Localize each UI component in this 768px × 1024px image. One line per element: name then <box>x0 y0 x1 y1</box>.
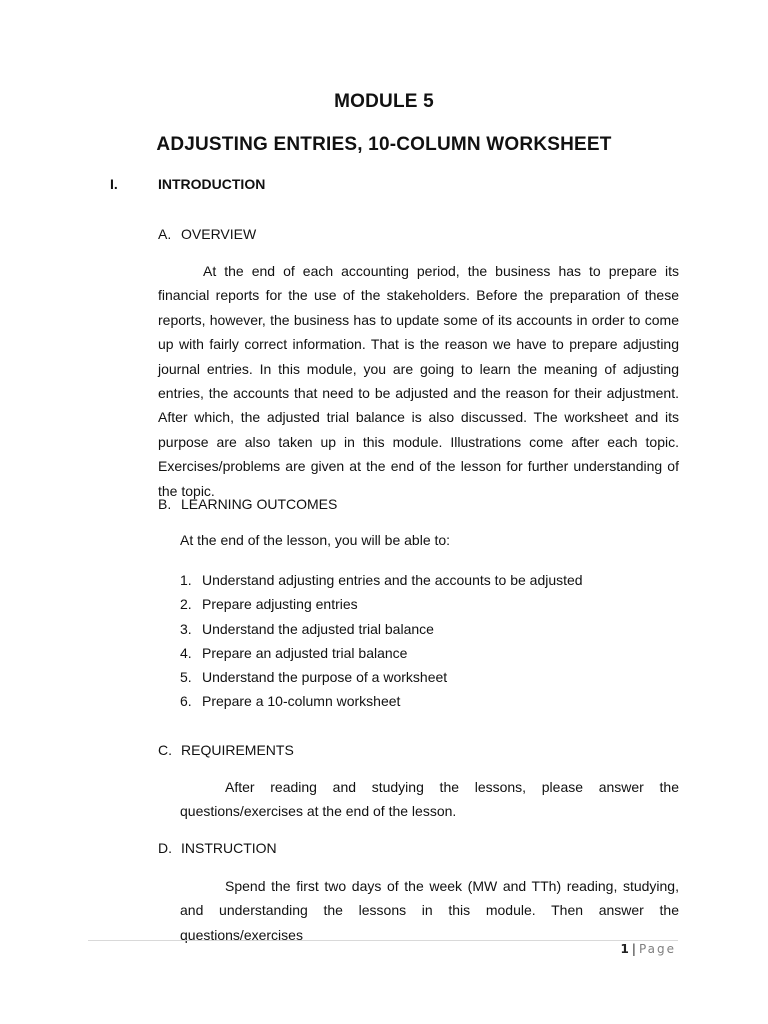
instruction-text: Spend the first two days of the week (MW and TTh) reading, studying, and understanding the lessons in this module. Then answer the questions/exercises <box>180 878 679 943</box>
overview-letter: A. <box>158 226 172 242</box>
page-number-label <box>621 942 676 956</box>
overview-paragraph <box>158 259 679 503</box>
requirements-heading <box>158 742 294 758</box>
instruction-heading <box>158 840 277 856</box>
page-word: Page <box>638 942 676 956</box>
requirements-letter: C. <box>158 742 172 758</box>
list-item: 4. Prepare an adjusted trial balance <box>180 644 408 661</box>
page-number: 1 <box>620 942 629 956</box>
section-number: I. <box>110 176 118 192</box>
instruction-paragraph <box>180 874 679 947</box>
outcomes-list <box>180 568 583 714</box>
outcomes-heading <box>158 496 337 512</box>
outcomes-title: LEARNING OUTCOMES <box>181 496 338 512</box>
overview-text: At the end of each accounting period, the business has to prepare its financial reports for the use of the stakeholders. Before the preparation of these reports, however, the business has to update some of its accounts in order to come up with fairly correct information. That is the reason we have to prepare adjusting journal entries. In this module, you are going to learn the meaning of adjusting entries, the accounts that need to be adjusted and the reason for their adjustment. After which, the adjusted trial balance is also discussed. The worksheet and its purpose are also taken up in this module. Illustrations come after each topic. Exercises/problems are given at the end of the lesson for further understanding of the topic. <box>158 263 679 499</box>
instruction-title: INSTRUCTION <box>181 840 277 856</box>
list-item: 5. Understand the purpose of a worksheet <box>180 669 448 686</box>
list-item: 6. Prepare a 10-column worksheet <box>180 693 401 710</box>
page-title: ADJUSTING ENTRIES, 10-COLUMN WORKSHEET <box>156 134 612 155</box>
section-title: INTRODUCTION <box>158 176 266 192</box>
overview-heading <box>158 226 256 242</box>
list-item: 3. Understand the adjusted trial balance <box>180 620 434 637</box>
requirements-text: After reading and studying the lessons, please answer the questions/exercises at the end of the lesson. <box>180 779 679 820</box>
overview-title: OVERVIEW <box>181 226 257 242</box>
module-number: MODULE 5 <box>334 91 434 112</box>
outcomes-lead: At the end of the lesson, you will be able to: <box>180 532 451 548</box>
requirements-title: REQUIREMENTS <box>181 742 294 758</box>
footer-divider <box>88 940 678 941</box>
requirements-paragraph <box>180 775 679 824</box>
list-item: 1. Understand adjusting entries and the accounts to be adjusted <box>180 572 583 588</box>
page-separator: | <box>631 942 636 956</box>
list-item: 2. Prepare adjusting entries <box>180 596 358 613</box>
outcomes-letter: B. <box>158 496 172 512</box>
instruction-letter: D. <box>158 840 172 856</box>
